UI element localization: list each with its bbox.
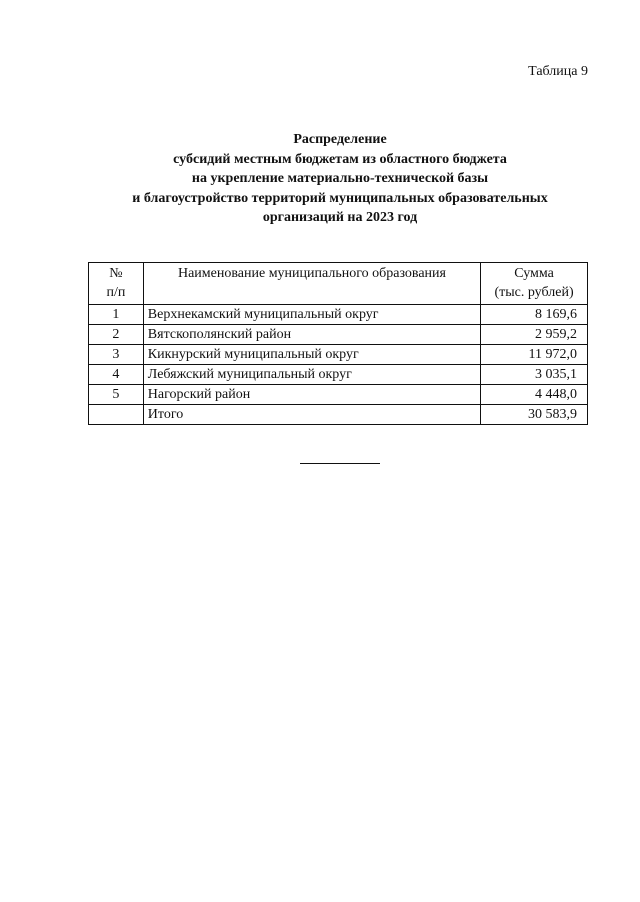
table-row [89,305,588,325]
total-number [89,405,144,425]
title-line: организаций на 2023 год [262,210,418,225]
title-line: на укрепление материально-технической базы [191,171,489,186]
total-sum: 30 583,9 [481,405,588,425]
row-number: 1 [89,305,144,325]
row-name: Кикнурский муниципальный округ [143,345,480,365]
row-name: Лебяжский муниципальный округ [143,365,480,385]
total-label: Итого [143,405,480,425]
row-sum: 11 972,0 [481,345,588,365]
row-number: 3 [89,345,144,365]
table-total-row [89,405,588,425]
row-number: 4 [89,365,144,385]
row-number: 5 [89,385,144,405]
table-row [89,345,588,365]
title-line: субсидий местным бюджетам из областного бюджета [173,151,507,167]
title-line: и благоустройство территорий муниципальных образовательных [132,190,548,206]
table-number-label: Таблица 9 [528,64,588,79]
subsidy-table [88,262,588,425]
row-sum: 4 448,0 [481,385,588,405]
end-divider [300,463,380,464]
table-row [89,385,588,405]
row-sum: 2 959,2 [481,325,588,345]
row-sum: 8 169,6 [481,305,588,325]
title-line: Распределение [293,132,387,147]
table-header-row [89,263,588,305]
row-number: 2 [89,325,144,345]
header-name: Наименование муниципального образования [143,263,480,305]
header-sum: Сумма (тыс. рублей) [481,263,588,305]
table-row [89,365,588,385]
row-name: Верхнекамский муниципальный округ [143,305,480,325]
row-name: Вятскополянский район [143,325,480,345]
header-number: № п/п [89,263,144,305]
row-sum: 3 035,1 [481,365,588,385]
table-row [89,325,588,345]
document-title [60,130,620,228]
row-name: Нагорский район [143,385,480,405]
